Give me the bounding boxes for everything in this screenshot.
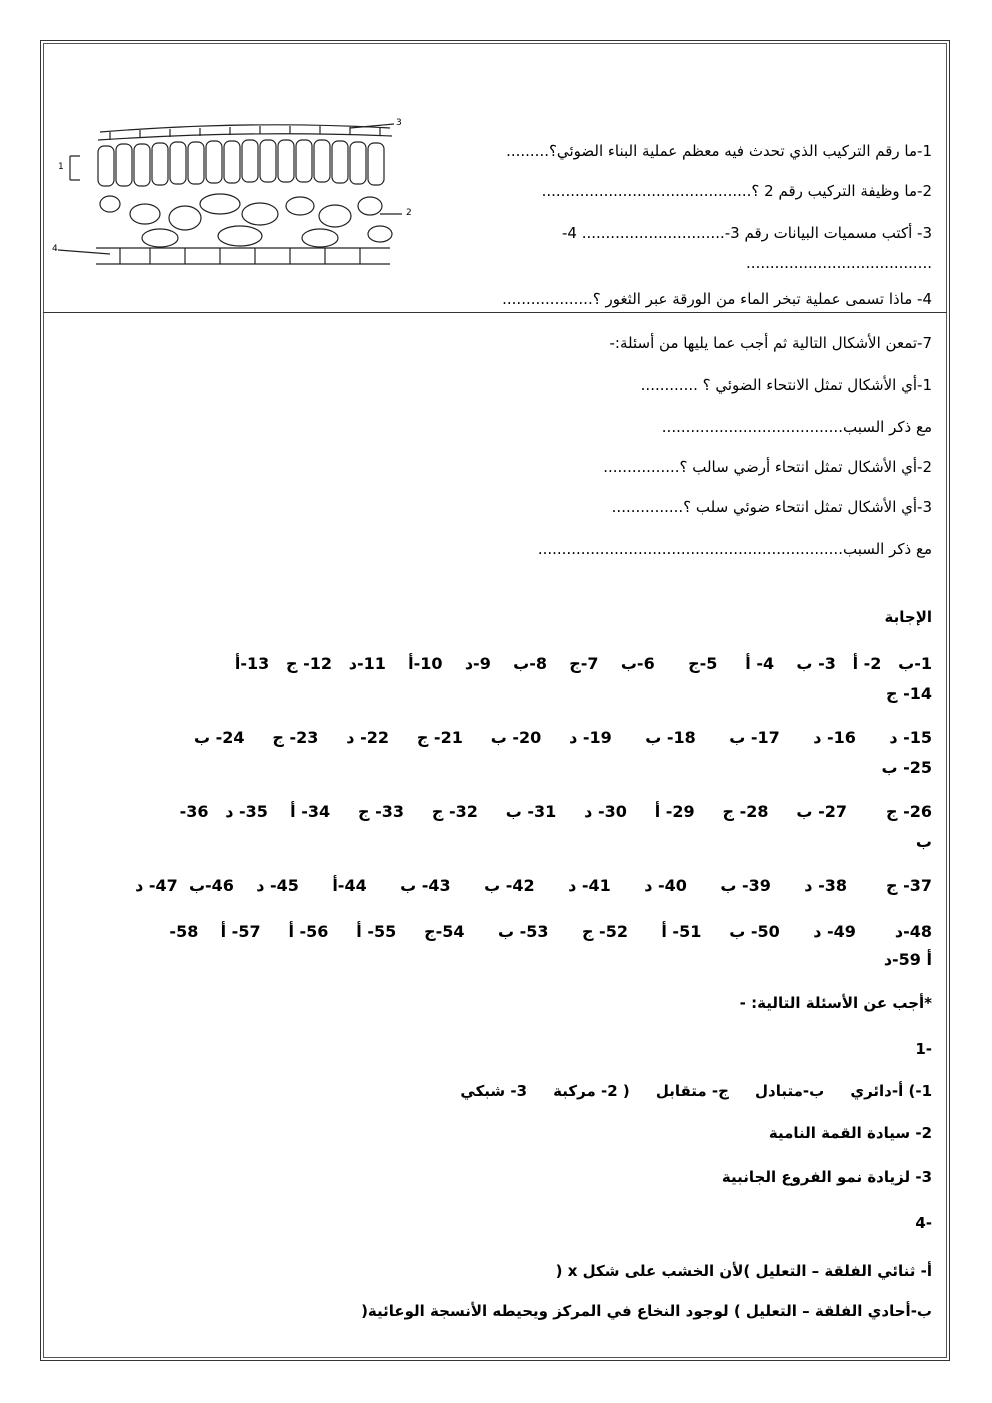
answer: 49- د (813, 922, 856, 941)
diagram-label-4: 4 (52, 244, 58, 254)
answer: 1-ب (898, 654, 932, 673)
answer: 39- ب (720, 876, 771, 895)
answer: 56- أ (288, 922, 329, 941)
answer-row-5b (884, 950, 932, 969)
answer: 45- د (256, 876, 299, 895)
answer: 38- د (804, 876, 847, 895)
answer: 43- ب (400, 876, 451, 895)
leaf-drawing (50, 118, 410, 276)
answer-row-2 (194, 728, 932, 747)
part2-number-4: -4 (915, 1214, 932, 1232)
s1-question-2: 2-ما وظيفة التركيب رقم 2 ؟............................................ (541, 182, 932, 200)
answer-row-2b (881, 758, 932, 777)
part2-answer-3: 3- لزيادة نمو الفروع الجانبية (721, 1168, 932, 1186)
answer: 20- ب (490, 728, 542, 747)
s2-reason-1: مع ذكر السبب...................................... (661, 418, 932, 436)
s1-question-4: 4- ماذا تسمى عملية تبخر الماء من الورقة عبر الثغور ؟................... (502, 290, 932, 308)
answer: 47- د (135, 876, 178, 895)
answer: 29- أ (654, 802, 695, 821)
part2-answer-1: 1-) أ-دائري ب-متبادل ج- متقابل ( 2- مركبة 3- شبكي (460, 1082, 932, 1100)
answers-heading: الإجابة (884, 608, 932, 626)
s1-question-1: 1-ما رقم التركيب الذي تحدث فيه معظم عملية البناء الضوئي؟......... (506, 142, 932, 160)
answer: 4- أ (745, 654, 775, 673)
section-divider (43, 312, 947, 313)
answer-row-5 (169, 922, 932, 941)
answer: 8-ب (513, 654, 547, 673)
answer: 28- ج (722, 802, 769, 821)
answer: 3- ب (796, 654, 836, 673)
answer: 33- ج (358, 802, 405, 821)
answer: 10-أ (408, 654, 443, 673)
answer: 18- ب (645, 728, 696, 747)
part2-answer-4b: ب-أحادي الفلقة – التعليل ) لوجود النخاع في المركز ويحيطه الأنسجة الوعائية( (361, 1302, 932, 1320)
answer: 50- ب (729, 922, 780, 941)
answer: 37- ج (885, 876, 932, 895)
answer: 31- ب (505, 802, 557, 821)
diagram-label-2: 2 (406, 208, 412, 218)
answer: 6-ب (620, 654, 655, 673)
diagram-label-3: 3 (396, 118, 402, 128)
answer-row-3 (180, 802, 932, 821)
answer: 11-د (348, 654, 386, 673)
part2-answer-2: 2- سيادة القمة النامية (768, 1124, 932, 1142)
diagram-label-1: 1 (58, 162, 64, 172)
s1-question-3-continued: ....................................... (746, 254, 932, 272)
answer: 40- د (644, 876, 687, 895)
answer: 34- أ (290, 802, 331, 821)
answer: 21- ج (416, 728, 463, 747)
s2-question-3: 3-أي الأشكال تمثل انتحاء ضوئي سلب ؟............... (611, 498, 932, 516)
answer: 36- (179, 802, 209, 821)
answer: 16- د (813, 728, 856, 747)
answer: 12- ج (286, 654, 333, 673)
answer: 7-ج (569, 654, 599, 673)
answer: 30- د (584, 802, 627, 821)
answer: 14- ج (885, 684, 932, 703)
s2-intro: 7-تمعن الأشكال التالية ثم أجب عما يليها من أسئلة:- (609, 334, 932, 352)
s2-reason-2: مع ذكر السبب................................................................ (537, 540, 932, 558)
answer: 17- ب (729, 728, 780, 747)
answer: 25- ب (881, 758, 932, 777)
part2-answer-4a: أ- ثنائي الفلقة – التعليل )لأن الخشب على شكل x ( (555, 1262, 932, 1280)
answer: 26- ج (885, 802, 932, 821)
answer: 58- (169, 922, 199, 941)
answer: 2- أ (852, 654, 882, 673)
answer: 32- ج (431, 802, 478, 821)
answer: أ 59-د (883, 950, 932, 969)
answer: 19- د (569, 728, 612, 747)
answer: 22- د (346, 728, 389, 747)
answer-row-3b (916, 832, 932, 851)
answer: 23- ج (272, 728, 319, 747)
answer: 35- د (225, 802, 268, 821)
answer-row-1b (886, 684, 932, 703)
answer: 44-أ (332, 876, 367, 895)
answer: 13-أ (234, 654, 270, 673)
answer: 53- ب (497, 922, 549, 941)
answer-row-1 (235, 654, 932, 673)
answer: 5-ج (688, 654, 718, 673)
answer: 54-ج (424, 922, 465, 941)
s2-question-1: 1-أي الأشكال تمثل الانتحاء الضوئي ؟ ............ (640, 376, 932, 394)
answer: 42- ب (484, 876, 535, 895)
answer: 27- ب (796, 802, 847, 821)
answer: 15- د (889, 728, 932, 747)
part2-number-1: -1 (915, 1040, 932, 1058)
answer: ب (915, 832, 932, 851)
s1-question-3: 3- أكتب مسميات البيانات رقم 3-.............................. 4- (561, 224, 932, 242)
answer: 41- د (568, 876, 611, 895)
answer: 9-د (464, 654, 491, 673)
answer: 24- ب (193, 728, 245, 747)
answer: 51- أ (661, 922, 702, 941)
answer: 46-ب (188, 876, 234, 895)
answer-row-4 (135, 876, 932, 895)
answer: 57- أ (220, 922, 261, 941)
answer: 52- ج (581, 922, 628, 941)
part2-heading: *أجب عن الأسئلة التالية: - (739, 994, 932, 1012)
answer: 48-د (894, 922, 932, 941)
leaf-cross-section-diagram (50, 118, 410, 276)
s2-question-2: 2-أي الأشكال تمثل انتحاء أرضي سالب ؟................ (603, 458, 932, 476)
answer: 55- أ (356, 922, 397, 941)
